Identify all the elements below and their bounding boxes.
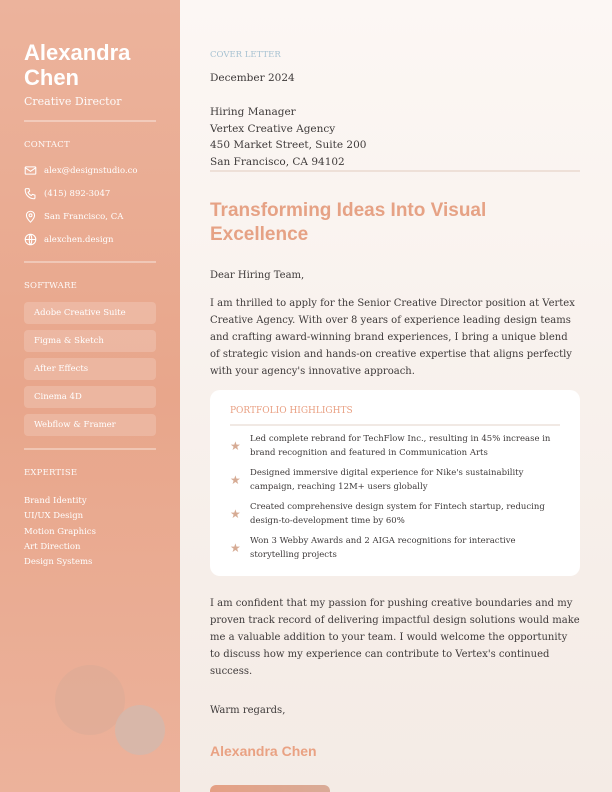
highlight-text: Designed immersive digital experience for Nike's sustainability campaign, reaching 12M+ users globally bbox=[250, 468, 524, 492]
highlight-item bbox=[230, 500, 560, 528]
star-icon: ★ bbox=[230, 473, 241, 487]
contact-phone[interactable] bbox=[24, 182, 156, 205]
closing-paragraph: I am confident that my passion for pushing creative boundaries and my proven track record of delivering impactful design solutions would make me a valuable addition to your team. I would welcome the opportunity to discuss how my experience can contribute to Vertex's continued success. bbox=[210, 598, 580, 677]
expertise-item: UI/UX Design bbox=[24, 511, 84, 522]
location-icon bbox=[24, 210, 37, 223]
intro-paragraph: I am thrilled to apply for the Senior Creative Director position at Vertex Creative Agency. With over 8 years of experience leading design teams and crafting award-winning brand experiences, I bring a unique blend of strategic vision and hands-on creative expertise that aligns perfectly with your agency's innovative approach. bbox=[210, 298, 575, 377]
recipient-line: San Francisco, CA 94102 bbox=[210, 155, 345, 168]
signoff: Warm regards, bbox=[210, 705, 286, 716]
highlight-item bbox=[230, 432, 560, 460]
star-icon: ★ bbox=[230, 439, 241, 453]
letter-body bbox=[180, 0, 612, 792]
divider bbox=[24, 261, 156, 263]
decorative-circle bbox=[115, 705, 165, 755]
contact-text: (415) 892-3047 bbox=[44, 188, 111, 199]
name-last: Chen bbox=[24, 65, 79, 90]
software-tag: Figma & Sketch bbox=[24, 330, 156, 352]
contact-location bbox=[24, 205, 156, 228]
recipient-line: 450 Market Street, Suite 200 bbox=[210, 139, 367, 151]
document-label: COVER LETTER bbox=[210, 50, 281, 60]
divider bbox=[230, 424, 560, 426]
expertise-item: Motion Graphics bbox=[24, 526, 96, 537]
accent-bar bbox=[210, 785, 330, 792]
contact-heading: CONTACT bbox=[24, 140, 70, 150]
star-icon: ★ bbox=[230, 541, 241, 555]
expertise-item: Art Direction bbox=[24, 541, 81, 552]
contact-list bbox=[24, 159, 156, 251]
contact-website[interactable] bbox=[24, 228, 156, 251]
greeting: Dear Hiring Team, bbox=[210, 270, 305, 281]
contact-text: alex@designstudio.co bbox=[44, 165, 138, 176]
profile-name bbox=[24, 40, 156, 90]
highlight-text: Created comprehensive design system for Fintech startup, reducing design-to-development time by 60% bbox=[250, 502, 545, 526]
software-heading: SOFTWARE bbox=[24, 281, 78, 291]
recipient-address bbox=[210, 104, 582, 170]
divider bbox=[210, 170, 580, 172]
software-tag: Webflow & Framer bbox=[24, 414, 156, 436]
software-tag: After Effects bbox=[24, 358, 156, 380]
divider bbox=[24, 448, 156, 450]
name-first: Alexandra bbox=[24, 40, 131, 65]
software-list bbox=[24, 302, 156, 436]
portfolio-highlights-card bbox=[210, 390, 580, 576]
expertise-item: Design Systems bbox=[24, 557, 93, 568]
star-icon: ★ bbox=[230, 507, 241, 521]
expertise-list bbox=[24, 494, 156, 570]
recipient-line: Hiring Manager bbox=[210, 106, 296, 118]
contact-text: alexchen.design bbox=[44, 234, 114, 245]
letter-headline: Transforming Ideas Into Visual Excellence bbox=[210, 200, 487, 245]
mail-icon bbox=[24, 164, 37, 177]
divider bbox=[24, 120, 156, 122]
highlight-item bbox=[230, 534, 560, 562]
globe-icon bbox=[24, 233, 37, 246]
phone-icon bbox=[24, 187, 37, 200]
highlights-heading: PORTFOLIO HIGHLIGHTS bbox=[230, 406, 353, 416]
expertise-item: Brand Identity bbox=[24, 496, 87, 506]
signature-name: Alexandra Chen bbox=[210, 743, 317, 759]
letter-date: December 2024 bbox=[210, 72, 295, 84]
sidebar bbox=[0, 0, 180, 792]
contact-text: San Francisco, CA bbox=[44, 211, 124, 222]
highlight-text: Led complete rebrand for TechFlow Inc., resulting in 45% increase in brand recognition and featured in Communication Arts bbox=[250, 434, 551, 458]
expertise-heading: EXPERTISE bbox=[24, 468, 78, 478]
highlight-item bbox=[230, 466, 560, 494]
profile-role: Creative Director bbox=[24, 95, 122, 108]
recipient-line: Vertex Creative Agency bbox=[210, 122, 336, 135]
software-tag: Cinema 4D bbox=[24, 386, 156, 408]
highlight-text: Won 3 Webby Awards and 2 AIGA recognitions for interactive storytelling projects bbox=[250, 536, 516, 560]
software-tag: Adobe Creative Suite bbox=[24, 302, 156, 324]
contact-email[interactable] bbox=[24, 159, 156, 182]
